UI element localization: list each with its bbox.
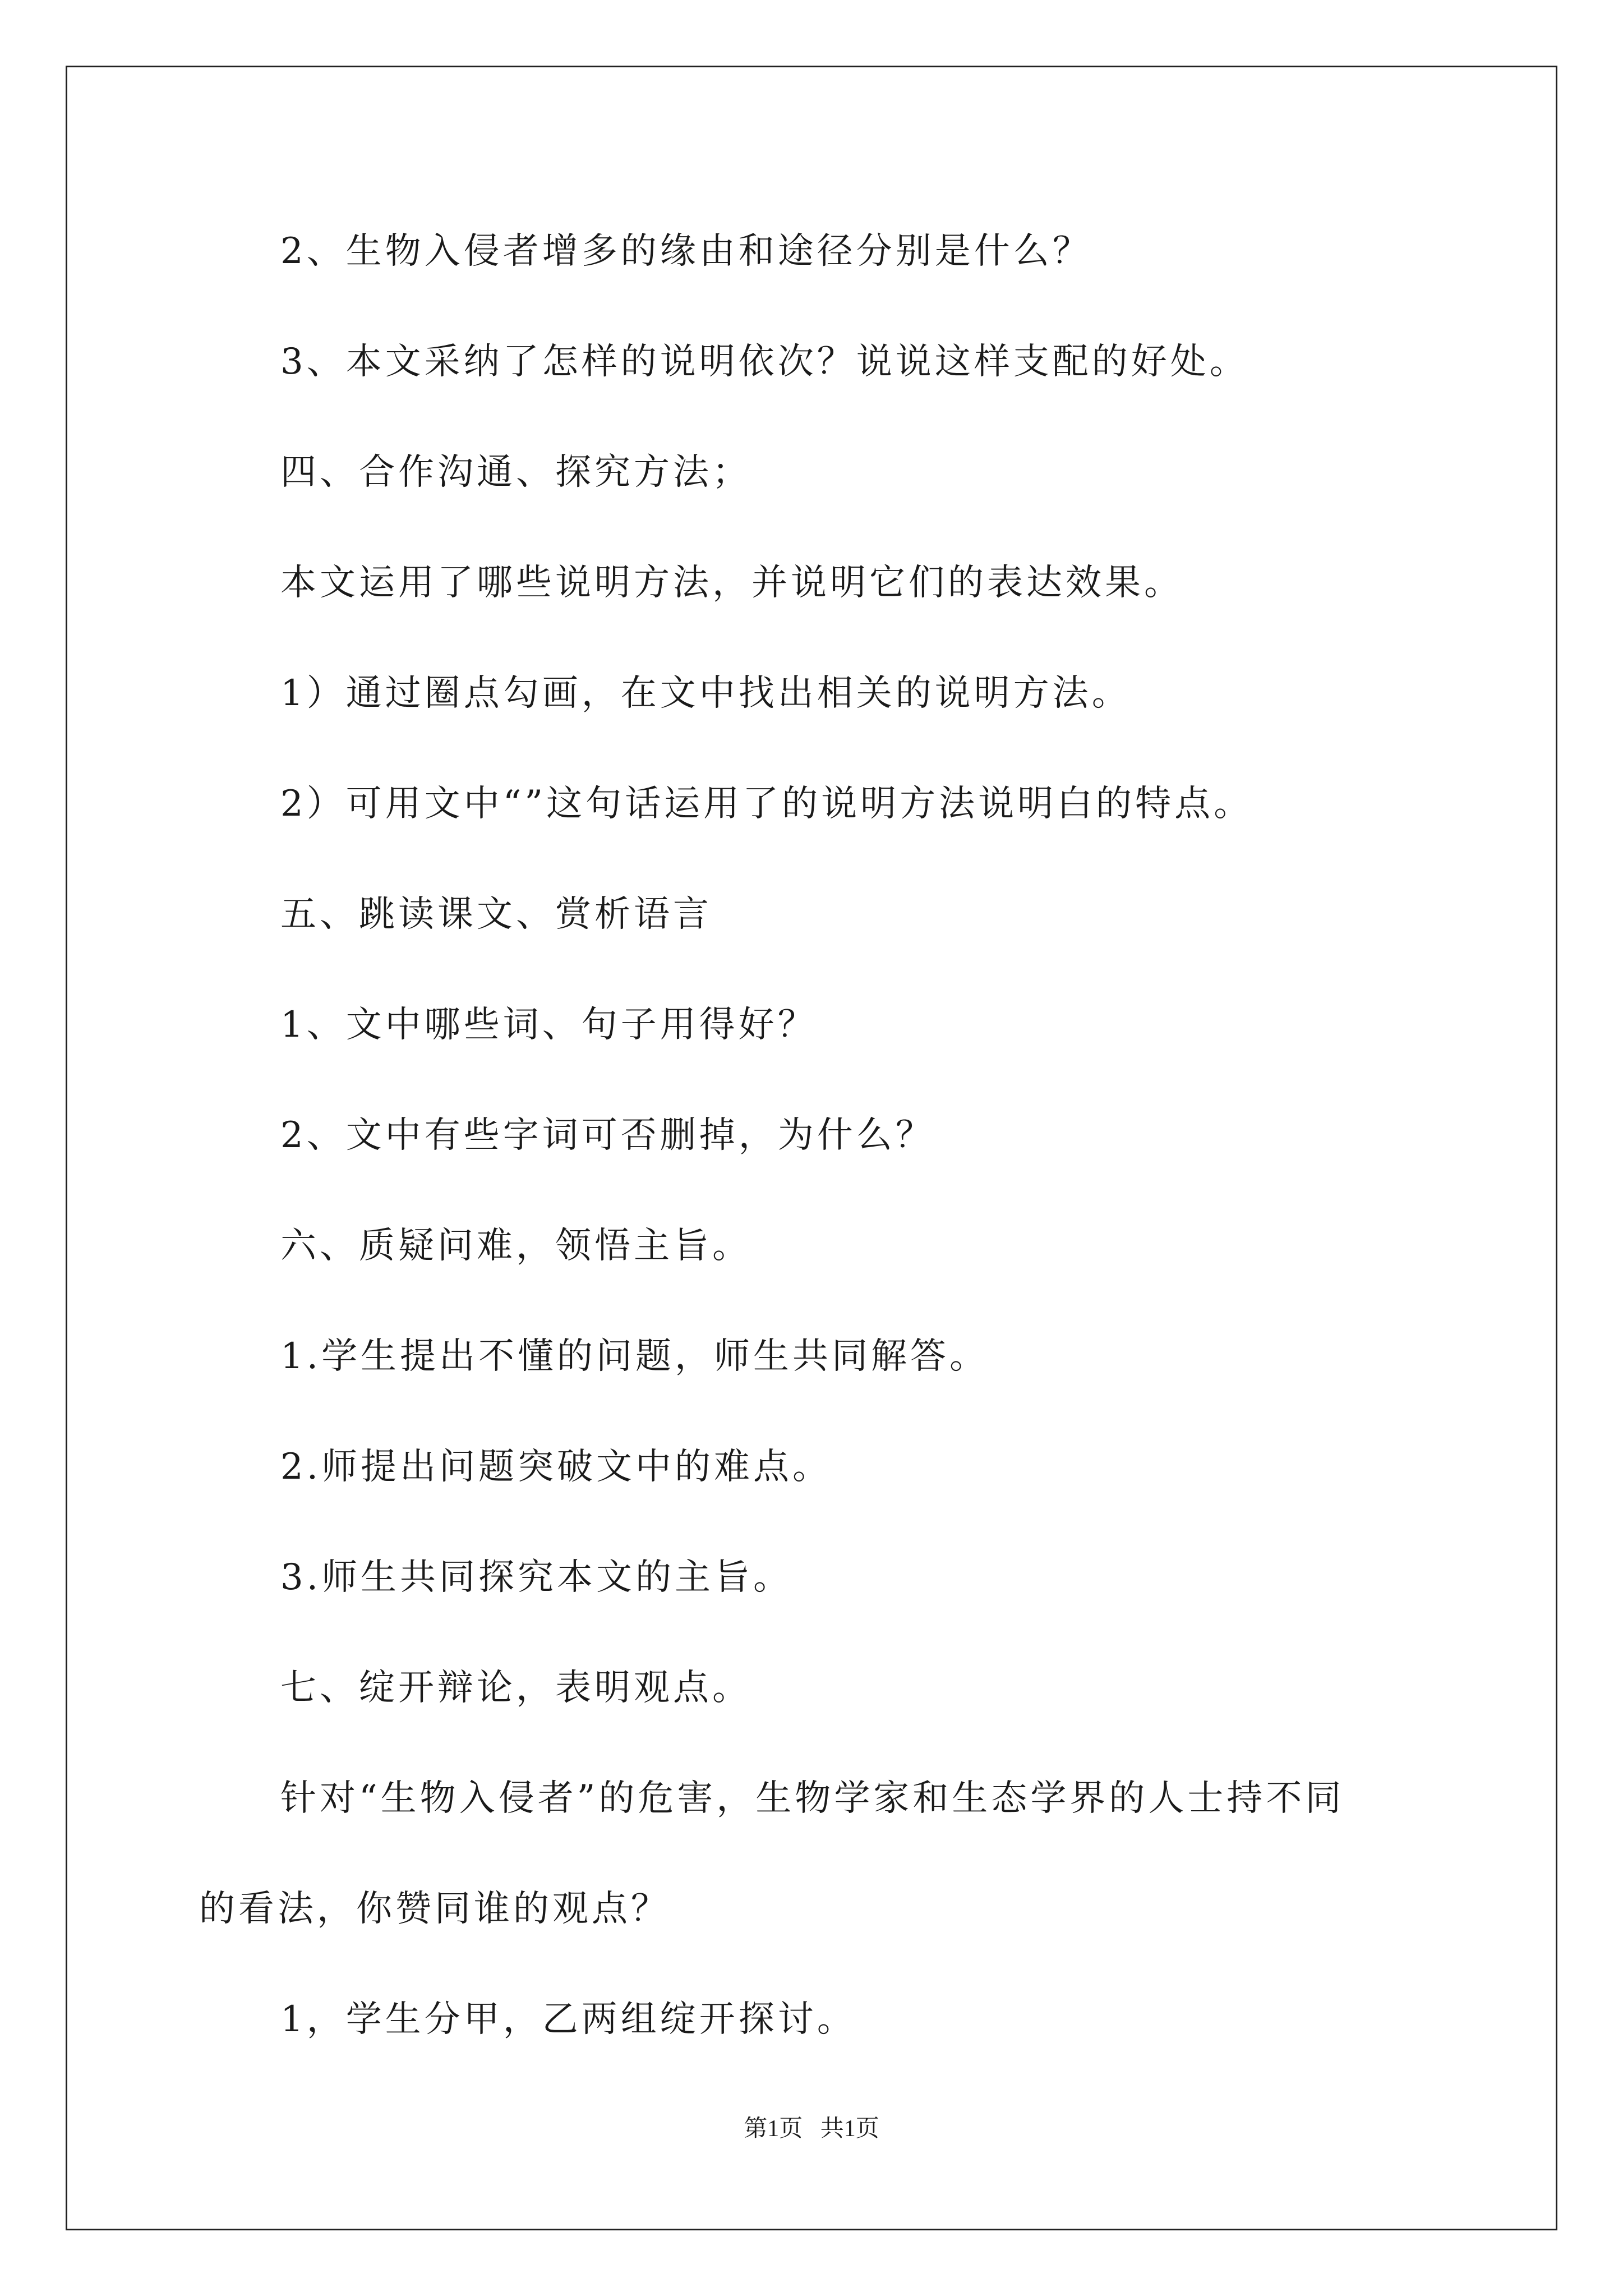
page-number-footer: 第1页 共1页 [744, 2116, 879, 2142]
paragraph: 2.师提出问题突破文中的难点。 [280, 1446, 832, 1488]
paragraph: 2、生物入侵者增多的缘由和途径分别是什么？ [280, 231, 1092, 272]
paragraph: 1.学生提出不懂的问题，师生共同解答。 [280, 1336, 989, 1377]
paragraph: 1、文中哪些词、句子用得好？ [280, 1004, 817, 1046]
paragraph-continuation: 的看法，你赞同谁的观点？ [199, 1888, 670, 1930]
paragraph: 2）可用文中“”这句话运用了的说明方法说明白的特点。 [280, 783, 1253, 825]
section-heading: 七、绽开辩论，表明观点。 [280, 1667, 751, 1709]
paragraph: 3、本文采纳了怎样的说明依次？说说这样支配的好处。 [280, 341, 1249, 383]
paragraph: 1）通过圈点勾画，在文中找出相关的说明方法。 [280, 673, 1131, 714]
section-heading: 五、跳读课文、赏析语言 [280, 894, 712, 935]
paragraph: 1，学生分甲，乙两组绽开探讨。 [280, 1999, 856, 2040]
paragraph: 针对“生物入侵者”的危害，生物学家和生态学界的人士持不同 [280, 1778, 1345, 1819]
paragraph: 3.师生共同探究本文的主旨。 [280, 1557, 793, 1598]
section-heading: 六、质疑问难，领悟主旨。 [280, 1225, 751, 1267]
section-heading: 四、合作沟通、探究方法； [280, 452, 751, 493]
paragraph: 2、文中有些字词可否删掉，为什么？ [280, 1115, 935, 1156]
paragraph: 本文运用了哪些说明方法，并说明它们的表达效果。 [280, 562, 1183, 604]
